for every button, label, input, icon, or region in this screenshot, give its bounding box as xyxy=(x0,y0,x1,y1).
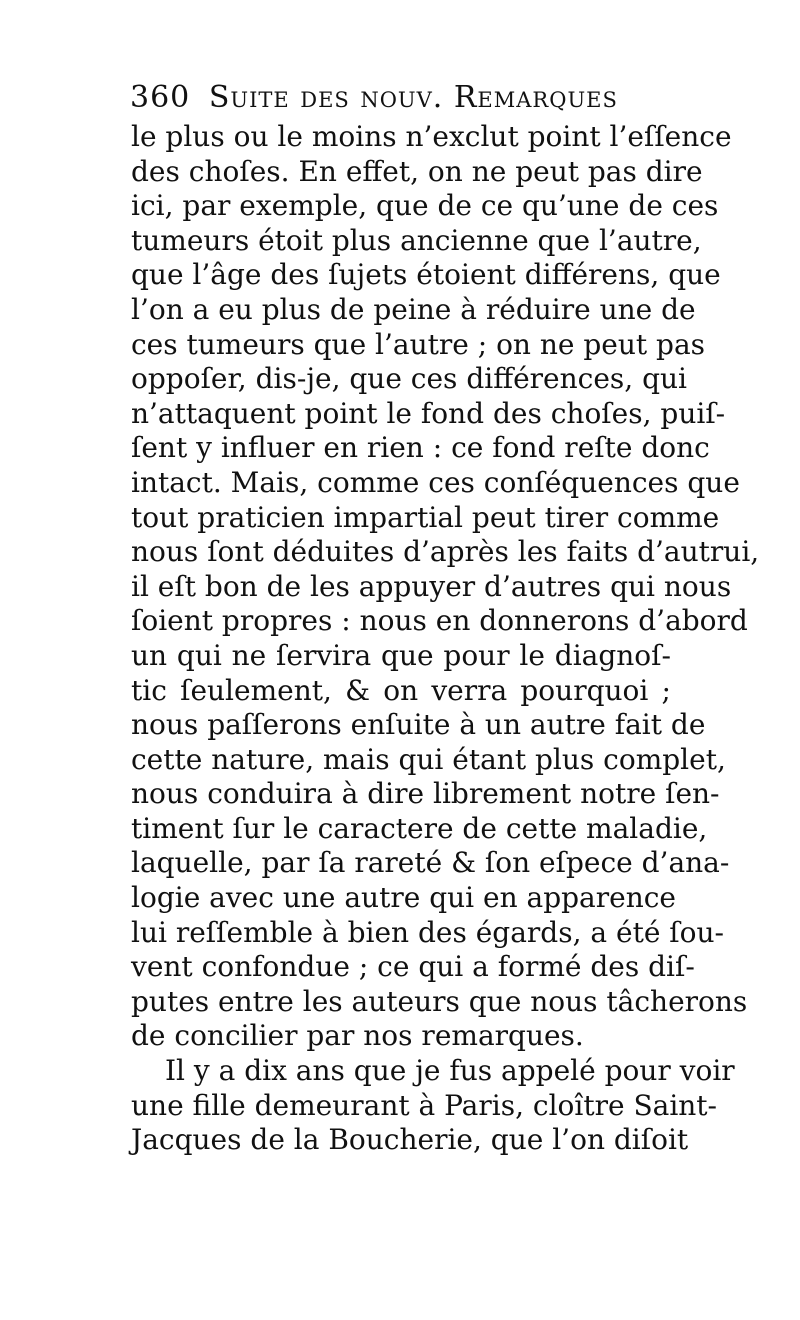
text-line: ſent y influer en rien : ce fond reſte donc xyxy=(131,431,710,465)
text-line: le plus ou le moins n’exclut point l’eſſence xyxy=(131,120,732,153)
text-line: tic ſeulement, & on verra pourquoi ; xyxy=(131,673,671,707)
text-line: nous paſſerons enſuite à un autre fait de xyxy=(131,708,706,742)
text-line: timent ſur le caractere de cette maladie, xyxy=(131,811,708,845)
text-line: des choſes. En effet, on ne peut pas dire xyxy=(131,154,703,188)
text-line: cette nature, mais qui étant plus complet, xyxy=(131,742,726,776)
text-line: ici, par exemple, que de ce qu’une de ces xyxy=(131,189,719,223)
body-text xyxy=(131,120,760,1158)
page-header xyxy=(130,74,640,122)
running-title: Suite des nouv. Remarques xyxy=(208,80,618,115)
text-line: il eſt bon de les appuyer d’autres qui nous xyxy=(131,569,732,603)
text-line: nous ſont déduites d’après les faits d’autrui, xyxy=(131,535,760,569)
paragraph-start-line: Il y a dix ans que je fus appelé pour voir xyxy=(165,1054,735,1088)
paragraph-end-line: de concilier par nos remarques. xyxy=(131,1019,584,1053)
text-line: tumeurs étoit plus ancienne que l’autre, xyxy=(131,223,702,257)
text-line: l’on a eu plus de peine à réduire une de xyxy=(131,292,696,326)
text-line: logie avec une autre qui en apparence xyxy=(131,881,676,915)
text-line: une fille demeurant à Paris, cloître Saint- xyxy=(131,1088,718,1122)
page-number: 360 xyxy=(130,80,191,115)
text-line: oppoſer, dis-je, que ces différences, qui xyxy=(131,362,687,396)
text-line: laquelle, par ſa rareté & ſon eſpece d’ana- xyxy=(131,846,730,880)
text-line: ces tumeurs que l’autre ; on ne peut pas xyxy=(131,327,706,361)
text-line: Jacques de la Boucherie, que l’on diſoit xyxy=(131,1123,689,1157)
text-line: lui reſſemble à bien des égards, a été ſou- xyxy=(131,915,725,949)
text-line: vent confondue ; ce qui a formé des diſ- xyxy=(131,950,695,984)
text-line: ſoient propres : nous en donnerons d’abord xyxy=(131,604,748,638)
text-line: un qui ne ſervira que pour le diagnoſ- xyxy=(131,638,671,672)
text-line: putes entre les auteurs que nous tâcherons xyxy=(131,984,748,1018)
text-line: tout praticien impartial peut tirer comme xyxy=(131,500,720,534)
text-line: que l’âge des ſujets étoient différens, que xyxy=(131,258,721,292)
text-line: intact. Mais, comme ces conſéquences que xyxy=(131,465,740,499)
text-line: n’attaquent point le fond des choſes, puiſ- xyxy=(131,396,726,430)
text-line: nous conduira à dire librement notre ſen- xyxy=(131,777,720,811)
